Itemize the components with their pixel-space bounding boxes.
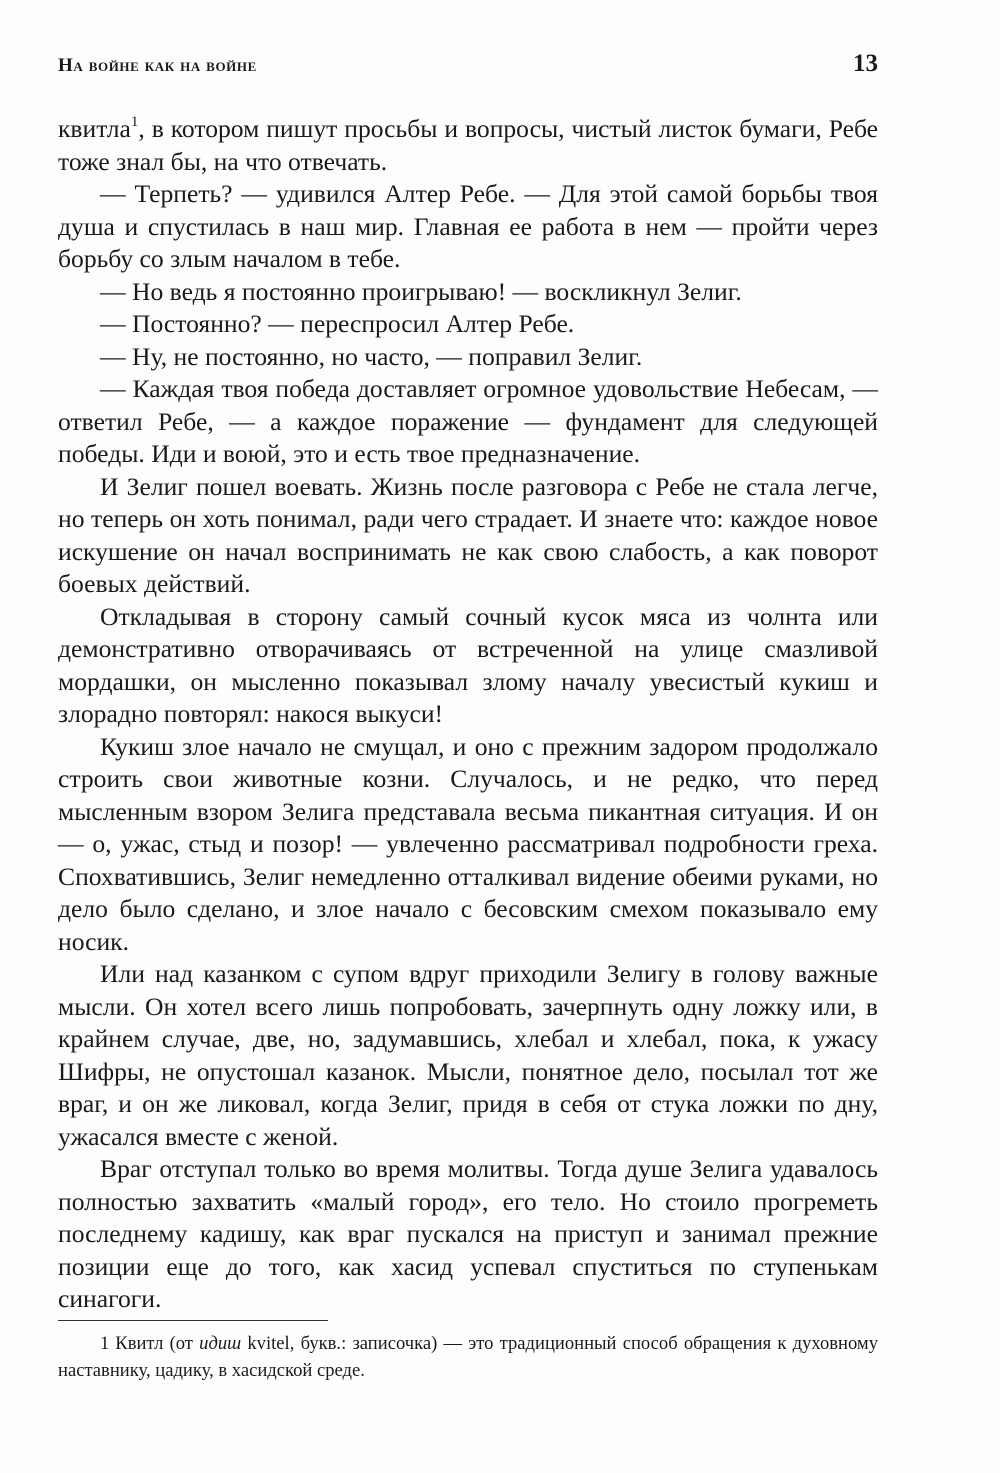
paragraph: — Постоянно? — переспросил Алтер Ребе. [100, 309, 575, 338]
footnote-reference: 1 [130, 114, 139, 130]
footnote-text: kvitel, букв.: записочка) — это традиционный способ обращения к духовному наставнику, цадику, в хасидской среде. [58, 1333, 878, 1381]
paragraph: — Терпеть? — удивился Алтер Ребе. — Для этой самой борьбы твоя душа и спустилась в наш мир. Главная ее работа в нем — пройти через борьбу со злым началом в тебе. [58, 179, 878, 273]
paragraph-text: , в котором пишут просьбы и вопросы, чистый листок бумаги, Ребе тоже знал бы, на что отвечать. [58, 114, 878, 176]
paragraph: — Ну, не постоянно, но часто, — поправил Зелиг. [100, 341, 643, 371]
footnote-number: 1 [100, 1333, 110, 1354]
page-number: 13 [853, 50, 878, 77]
running-title: На войне как на войне [58, 55, 257, 76]
page-header [58, 50, 878, 86]
paragraph: Враг отступал только во время молитвы. Тогда душе Зелига удавалось полностью захватить «малый город», его тело. Но стоило прогреметь последнему кадишу, как враг пускался на приступ и занимал прежние позиции еще до того, как хасид успевал спуститься по ступенькам синагоги. [58, 1154, 878, 1313]
footnote-text: Квитл (от [115, 1333, 200, 1354]
paragraph-text: квитла [58, 114, 131, 143]
paragraph: — Каждая твоя победа доставляет огромное удовольствие Небесам, — ответил Ребе, — а каждое поражение — фундамент для следующей победы. Иди и воюй, это и есть твое предназначение. [58, 374, 878, 468]
footnote-italic-text: идиш [199, 1333, 242, 1354]
footnote [58, 1330, 878, 1384]
paragraph: — Но ведь я постоянно проигрываю! — воскликнул Зелиг. [100, 276, 742, 306]
paragraph [58, 113, 878, 178]
body-text [58, 113, 878, 1316]
paragraph: Или над казанком с супом вдруг приходили Зелигу в голову важные мысли. Он хотел всего лишь попробовать, зачерпнуть одну ложку или, в крайнем случае, две, но, задумавшись, хлебал и хлебал, пока, к ужасу Шифры, не опустошал казанок. Мысли, понятное дело, посылал тот же враг, и он же ликовал, когда Зелиг, придя в себя от стука ложки по дну, ужасался вместе с женой. [58, 959, 878, 1151]
paragraph: Кукиш злое начало не смущал, и оно с прежним задором продолжало строить свои животные козни. Случалось, и не редко, что перед мысленным взором Зелига представала весьма пикантная ситуация. И он — о, ужас, стыд и позор! — увлеченно рассматривал подробности греха. Спохватившись, Зелиг немедленно отталкивал видение обеими руками, но дело было сделано, и злое начало с бесовским смехом показывало ему носик. [58, 731, 878, 956]
footnote-divider [58, 1320, 328, 1321]
paragraph: Откладывая в сторону самый сочный кусок мяса из чолнта или демонстративно отворачиваясь от встреченной на улице смазливой мордашки, он мысленно показывал злому началу увесистый кукиш и злорадно повторял: накося выкуси! [58, 601, 878, 728]
paragraph: И Зелиг пошел воевать. Жизнь после разговора с Ребе не стала легче, но теперь он хоть понимал, ради чего страдает. И знаете что: каждое новое искушение он начал воспринимать не как свою слабость, а как поворот боевых действий. [58, 471, 878, 598]
